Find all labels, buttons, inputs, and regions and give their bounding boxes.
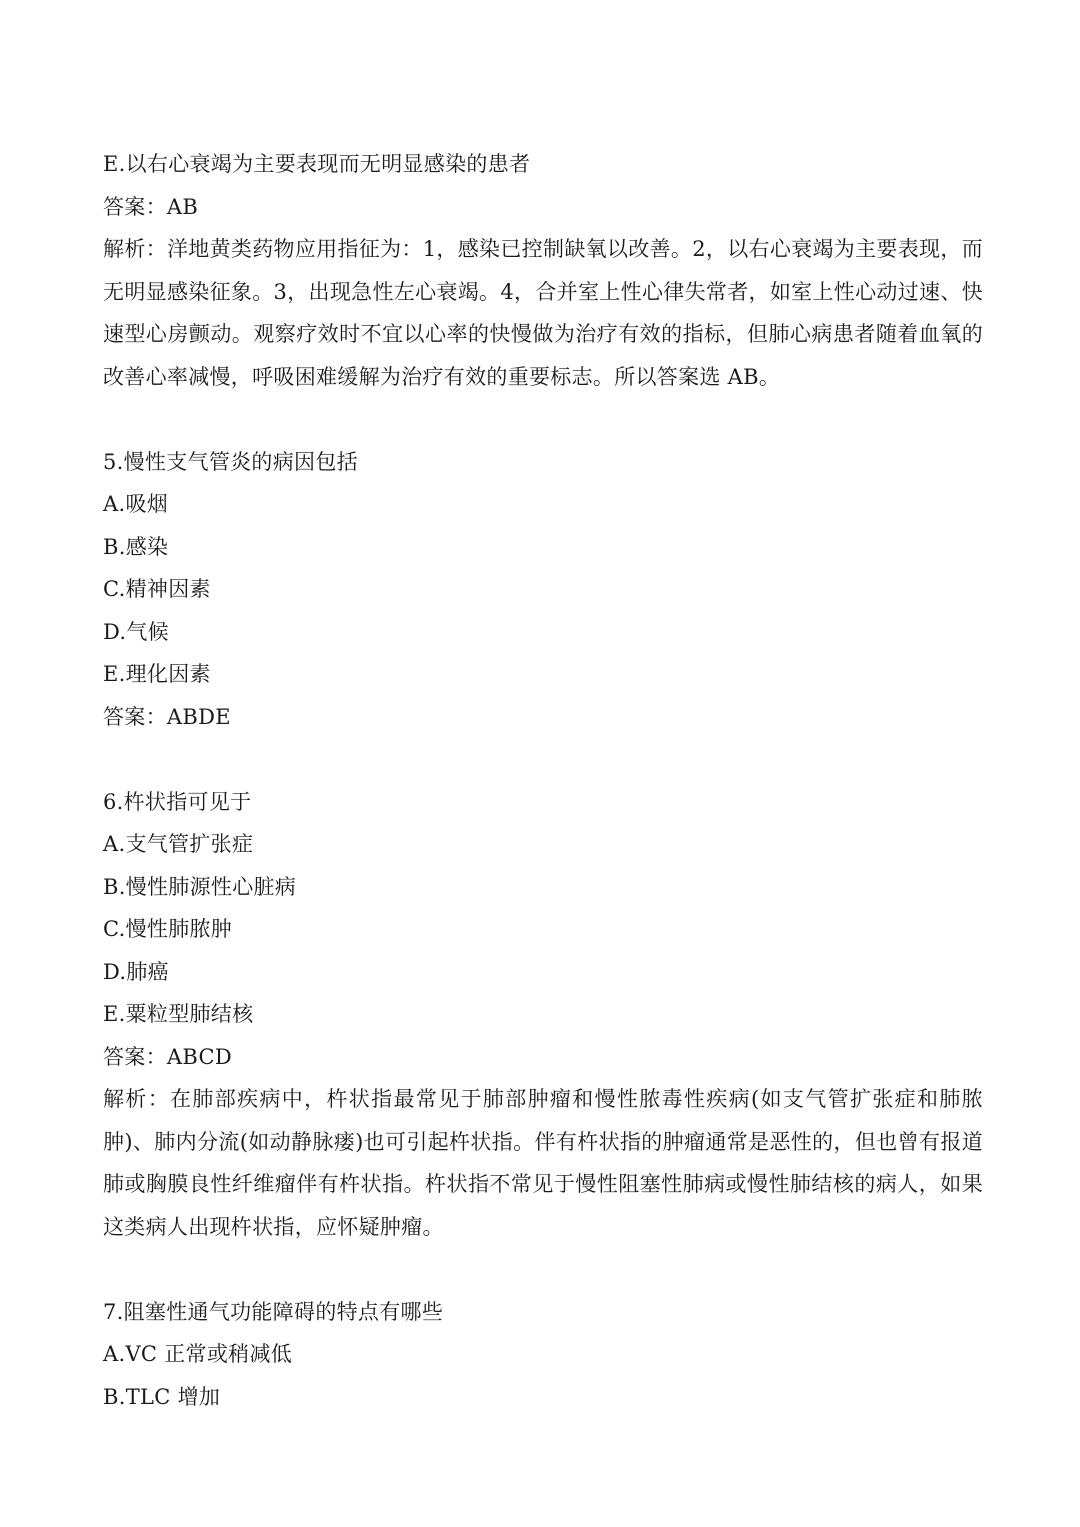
option-d: D.肺癌 <box>103 959 169 984</box>
option-b: B.TLC 增加 <box>103 1384 221 1409</box>
option-b: B.感染 <box>103 534 169 559</box>
analysis: 解析：在肺部疾病中，杵状指最常见于肺部肿瘤和慢性脓毒性疾病(如支气管扩张症和肺脓肿)、肺内分流(如动静脉瘘)也可引起杵状指。伴有杵状指的肿瘤通常是恶性的，但也曾有报道肺或胸膜良性纤维瘤伴有杵状指。杵状指不常见于慢性阻塞性肺病或慢性肺结核的病人，如果这类病人出现杵状指，应怀疑肿瘤。 <box>103 1087 983 1239</box>
spacer <box>103 1248 983 1291</box>
question-title: 5.慢性支气管炎的病因包括 <box>103 449 358 474</box>
analysis: 解析：洋地黄类药物应用指征为：1，感染已控制缺氧以改善。2，以右心衰竭为主要表现，而无明显感染征象。3，出现急性左心衰竭。4，合并室上性心律失常者，如室上性心动过速、快速型心房颤动。观察疗效时不宜以心率的快慢做为治疗有效的指标，但肺心病患者随着血氧的改善心率减慢，呼吸困难缓解为治疗有效的重要标志。所以答案选 AB。 <box>103 237 983 389</box>
answer: 答案：ABDE <box>103 704 231 729</box>
option-d: D.气候 <box>103 619 169 644</box>
option-e: E.以右心衰竭为主要表现而无明显感染的患者 <box>103 152 531 176</box>
answer: 答案：AB <box>103 194 199 219</box>
option-c: C.慢性肺脓肿 <box>103 917 233 941</box>
spacer <box>103 398 983 441</box>
option-a: A.吸烟 <box>103 492 169 516</box>
document-page <box>103 143 983 1418</box>
option-a: A.支气管扩张症 <box>103 832 254 856</box>
question-4-tail <box>103 143 983 398</box>
question-6 <box>103 781 983 1249</box>
question-title: 6.杵状指可见于 <box>103 789 252 814</box>
option-a: A.VC 正常或稍减低 <box>103 1342 293 1366</box>
option-e: E.粟粒型肺结核 <box>103 1002 254 1026</box>
option-e: E.理化因素 <box>103 662 211 686</box>
answer: 答案：ABCD <box>103 1044 232 1069</box>
spacer <box>103 738 983 781</box>
question-7 <box>103 1291 983 1419</box>
question-5 <box>103 441 983 739</box>
question-title: 7.阻塞性通气功能障碍的特点有哪些 <box>103 1299 444 1324</box>
option-c: C.精神因素 <box>103 577 211 601</box>
option-b: B.慢性肺源性心脏病 <box>103 874 297 899</box>
